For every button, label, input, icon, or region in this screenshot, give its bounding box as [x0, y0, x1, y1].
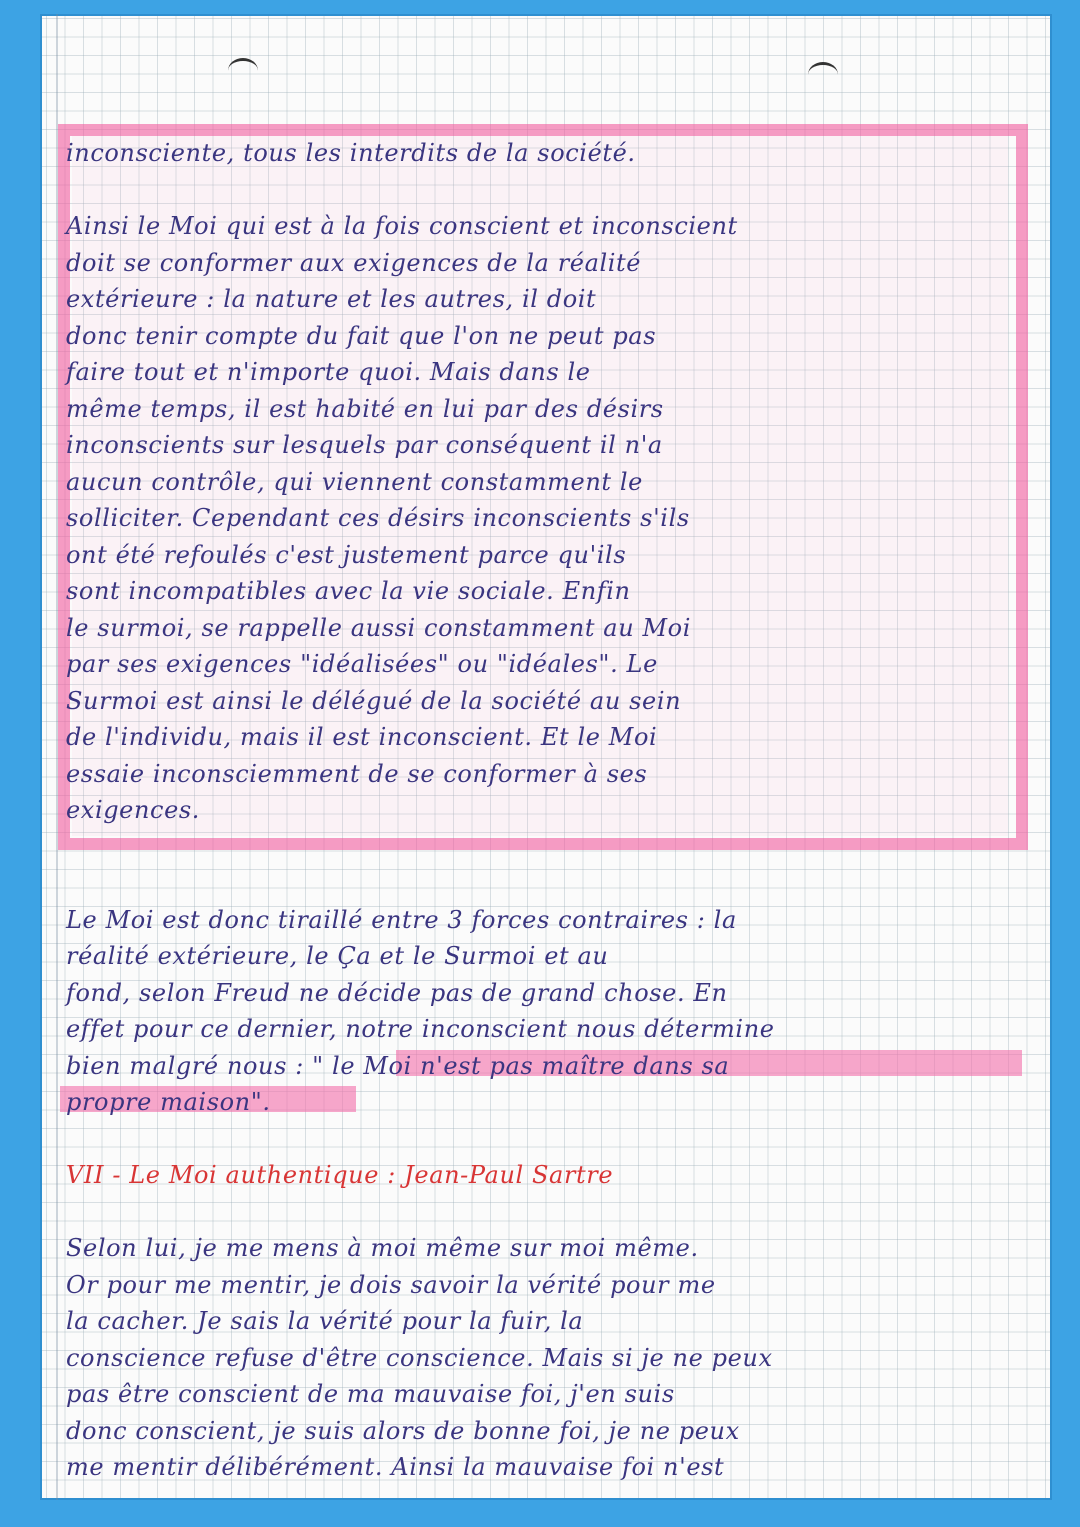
paragraph-moi-tiraille — [66, 902, 1026, 1121]
text-line: me mentir délibérément. Ainsi la mauvaise foi n'est — [66, 1453, 725, 1481]
text-line — [66, 1084, 1026, 1121]
text-line: pas être conscient de ma mauvaise foi, j'en suis — [66, 1380, 675, 1408]
text-line: inconsciente, tous les interdits de la société. — [66, 139, 636, 167]
text-line: Selon lui, je me mens à moi même sur moi même. — [66, 1234, 699, 1262]
paragraph-freud-moi — [66, 135, 1026, 829]
text-line: même temps, il est habité en lui par des désirs — [66, 394, 664, 423]
text-line: donc conscient, je suis alors de bonne foi, je ne peux — [66, 1416, 740, 1445]
text-line: le surmoi, se rappelle aussi constamment au Moi — [66, 613, 692, 642]
binder-hole-right — [808, 62, 838, 87]
text-line: doit se conformer aux exigences de la réalité — [66, 248, 642, 277]
text-line: fond, selon Freud ne décide pas de grand chose. En — [66, 978, 728, 1007]
section-heading — [66, 1157, 1026, 1194]
text-line: inconscients sur lesquels par conséquent il n'a — [66, 431, 663, 459]
text-line — [66, 1048, 1026, 1085]
text-line: effet pour ce dernier, notre inconscient nous détermine — [66, 1015, 775, 1043]
text-line-start: bien malgré nous : — [66, 1051, 304, 1080]
text-line: essaie inconsciemment de se conformer à ses — [66, 759, 648, 788]
text-line: ont été refoulés c'est justement parce qu'ils — [66, 540, 627, 569]
text-line: Or pour me mentir, je dois savoir la vérité pour me — [66, 1270, 716, 1299]
text-line: la cacher. Je sais la vérité pour la fuir, la — [66, 1307, 584, 1335]
text-line: sont incompatibles avec la vie sociale. Enfin — [66, 577, 631, 605]
text-line: conscience refuse d'être conscience. Mais si je ne peux — [66, 1343, 773, 1372]
text-line: Surmoi est ainsi le délégué de la société au sein — [66, 686, 682, 715]
freud-quote-end: propre maison". — [66, 1088, 271, 1116]
heading-sartre: VII - Le Moi authentique : Jean-Paul Sartre — [66, 1161, 614, 1189]
text-line: par ses exigences "idéalisées" ou "idéales". Le — [66, 650, 658, 678]
notebook-page — [40, 14, 1052, 1500]
text-line: réalité extérieure, le Ça et le Surmoi et au — [66, 942, 609, 970]
handwritten-text — [66, 135, 1026, 1486]
text-line: extérieure : la nature et les autres, il doit — [66, 285, 597, 313]
paragraph-sartre — [66, 1230, 1026, 1486]
text-line: Ainsi le Moi qui est à la fois conscient et inconscient — [66, 212, 738, 240]
text-line: faire tout et n'importe quoi. Mais dans le — [66, 358, 591, 386]
text-line — [66, 172, 1026, 209]
text-line: aucun contrôle, qui viennent constamment le — [66, 467, 643, 496]
text-line: donc tenir compte du fait que l'on ne peut pas — [66, 321, 657, 350]
text-line: solliciter. Cependant ces désirs inconscients s'ils — [66, 504, 690, 532]
text-line: Le Moi est donc tiraillé entre 3 forces contraires : la — [66, 905, 737, 934]
freud-quote: " le Moi n'est pas maître dans sa — [312, 1051, 730, 1080]
text-line: exigences. — [66, 796, 201, 824]
text-line: de l'individu, mais il est inconscient. Et le Moi — [66, 723, 658, 751]
binder-hole-left — [228, 58, 258, 83]
